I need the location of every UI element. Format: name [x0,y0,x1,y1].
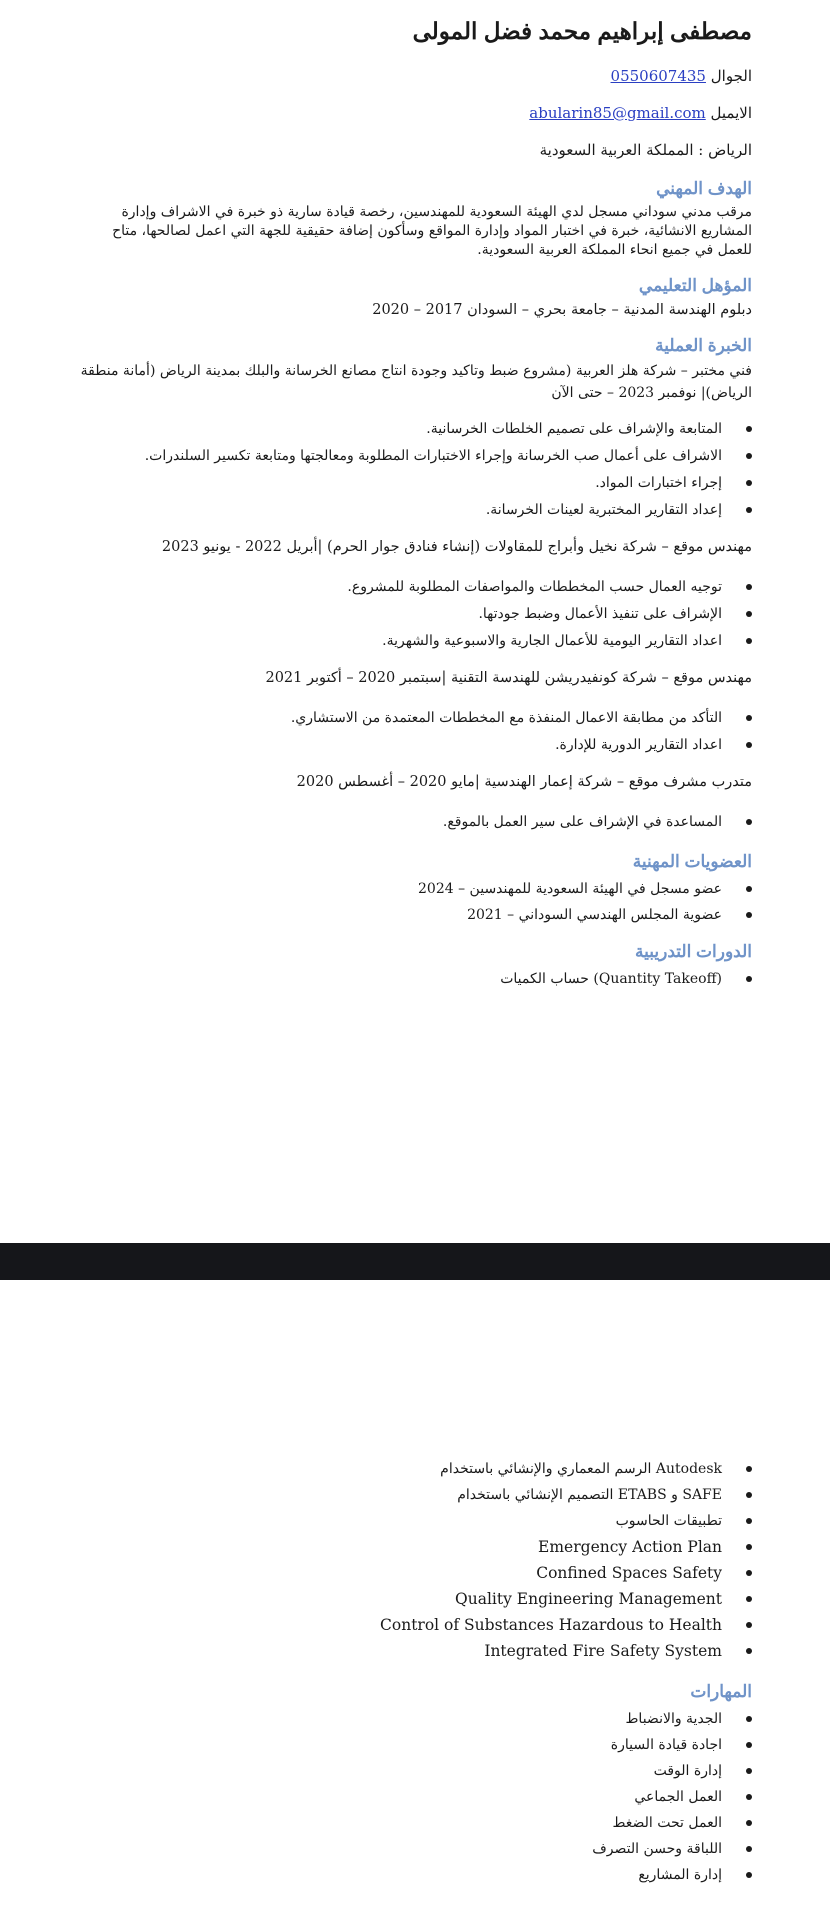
list-item: عضوية المجلس الهندسي السوداني – 2021 [80,902,722,928]
list-item: المساعدة في الإشراف على سير العمل بالموقع. [80,809,722,836]
list-item: Emergency Action Plan [80,1534,722,1560]
courses-list-latin [80,1534,752,1664]
email-label: الايميل [710,103,752,122]
list-item: Control of Substances Hazardous to Health [80,1612,722,1638]
list-item: Integrated Fire Safety System [80,1638,722,1664]
list-item: اللباقة وحسن التصرف [80,1836,722,1862]
objective-heading: الهدف المهني [656,179,752,199]
candidate-name: مصطفى إبراهيم محمد فضل المولى [412,18,752,44]
resume-page-2 [0,1280,830,1911]
page-separator [0,1243,830,1280]
list-item: اعداد التقارير اليومية للأعمال الجارية والاسبوعية والشهرية. [80,628,722,655]
list-item: إعداد التقارير المختبرية لعينات الخرسانة. [80,497,722,524]
job-task-list [80,416,752,524]
phone-label: الجوال [710,67,752,85]
list-item: عضو مسجل في الهيئة السعودية للمهندسين – 2024 [80,876,722,902]
memberships-heading: العضويات المهنية [632,852,752,872]
education-line: دبلوم الهندسة المدنية – جامعة بحري – السودان 2017 – 2020 [372,302,752,319]
list-item: (Quantity Takeoff) حساب الكميات [80,966,722,992]
courses-list-continued [80,1456,752,1534]
job-heading: مهندس موقع – شركة نخيل وأبراج للمقاولات (إنشاء فنادق جوار الحرم) |أبريل 2022 - يونيو 2023 [161,539,752,556]
job-heading: فني مختبر – شركة هلز العربية (مشروع ضبط وتاكيد وجودة انتاج مصانع الخرسانة والبلك بمدينة الرياض (أمانة منطقة الرياض)| نوفمبر 2023 – حتى الآن [80,363,752,402]
list-item: Quality Engineering Management [80,1586,722,1612]
list-item: Autodesk الرسم المعماري والإنشائي باستخدام [80,1456,722,1482]
courses-heading: الدورات التدريبية [635,942,752,962]
list-item: الإشراف على تنفيذ الأعمال وضبط جودتها. [80,601,722,628]
job-heading: مهندس موقع – شركة كونفيدريشن للهندسة التقنية |سبتمبر 2020 – أكتوبر 2021 [265,670,752,687]
list-item: المتابعة والإشراف على تصميم الخلطات الخرسانية. [80,416,722,443]
list-item: اجادة قيادة السيارة [80,1732,722,1758]
job-heading: متدرب مشرف موقع – شركة إعمار الهندسية |مايو 2020 – أغسطس 2020 [296,774,752,791]
email-link[interactable]: abularin85@gmail.com [529,103,706,122]
list-item: SAFE و ETABS التصميم الإنشائي باستخدام [80,1482,722,1508]
list-item: إجراء اختبارات المواد. [80,470,722,497]
list-item: اعداد التقارير الدورية للإدارة. [80,732,722,759]
objective-text: مرقب مدني سوداني مسجل لدي الهيئة السعودية للمهندسين، رخصة قيادة سارية ذو خبرة في الاشراف وإدارة المشاريع الانشائية، خبرة في اختبار المواد وإدارة المواقع وسأكون إضافة حقيقية للجهة التي اعمل لصالحها، متاح للعمل في جميع انحاء المملكة العربية السعودية. [112,204,752,259]
email-row [80,104,752,123]
list-item: العمل الجماعي [80,1784,722,1810]
list-item: التأكد من مطابقة الاعمال المنفذة مع المخططات المعتمدة من الاستشاري. [80,705,722,732]
list-item: الاشراف على أعمال صب الخرسانة وإجراء الاختبارات المطلوبة ومعالجتها ومتابعة تكسير السلندرات. [80,443,722,470]
phone-link[interactable]: 0550607435 [610,67,706,85]
job-task-list [80,574,752,655]
job-task-list [80,809,752,836]
list-item: Confined Spaces Safety [80,1560,722,1586]
job-task-list [80,705,752,759]
courses-list [80,966,752,992]
list-item: توجيه العمال حسب المخططات والمواصفات المطلوبة للمشروع. [80,574,722,601]
list-item: العمل تحت الضغط [80,1810,722,1836]
experience-heading: الخبرة العملية [655,336,752,356]
memberships-list [80,876,752,928]
list-item: إدارة الوقت [80,1758,722,1784]
list-item: تطبيقات الحاسوب [80,1508,722,1534]
list-item: إدارة المشاريع [80,1862,722,1888]
education-heading: المؤهل التعليمي [638,276,752,296]
phone-row [80,67,752,86]
skills-heading: المهارات [690,1682,752,1701]
skills-list [80,1706,752,1888]
list-item: الجدية والانضباط [80,1706,722,1732]
location: الرياض : المملكة العربية السعودية [539,140,752,159]
